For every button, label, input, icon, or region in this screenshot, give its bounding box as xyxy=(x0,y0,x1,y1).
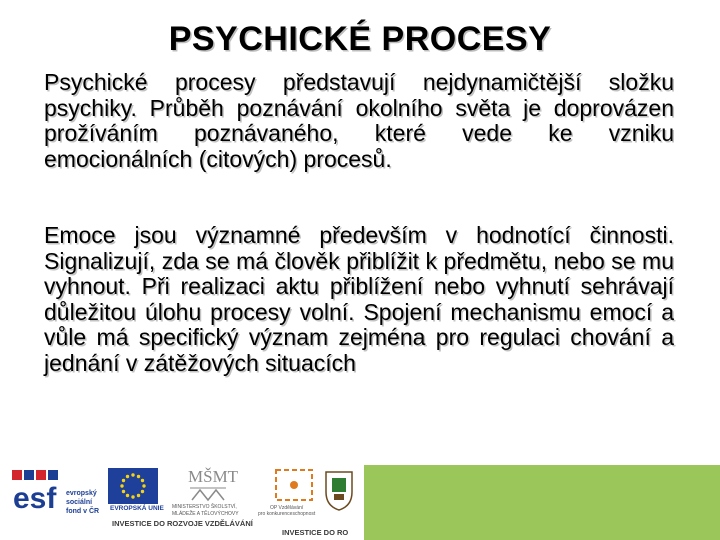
invest-caption: INVESTICE DO ROZVOJE VZDĚLÁVÁNÍ xyxy=(112,519,253,528)
eu-flag-logo xyxy=(108,468,158,504)
invest-caption-partial: INVESTICE DO RO xyxy=(282,528,349,537)
slide-title: PSYCHICKÉ PROCESY xyxy=(168,20,552,58)
esf-text: esf xyxy=(13,482,57,515)
eu-label: EVROPSKÁ UNIE xyxy=(110,505,164,512)
msmt-label-1: MINISTERSTVO ŠKOLSTVÍ, xyxy=(172,504,237,510)
esf-label-3: fond v ČR xyxy=(66,508,100,515)
op-label-1: OP Vzdělávání xyxy=(270,505,304,511)
esf-label-2: sociální xyxy=(66,499,93,506)
op-logo xyxy=(270,466,320,504)
esf-label-1: evropský xyxy=(66,490,97,497)
op-label-2: pro konkurenceschopnost xyxy=(258,511,316,517)
msmt-text: MŠMT xyxy=(188,467,239,486)
green-panel xyxy=(364,465,720,540)
paragraph-emotions: Emoce jsou významné především v hodnotící činnosti. Signalizují, zda se má člověk přiblížit k předmětu, nebo se mu vyhnout. Při realizaci aktu přiblížení nebo vyhnutí sehrávají důležitou úlohu procesy volní. Spojení mechanismu emocí a vůle má specifický význam zejména pro regulaci chování a jednání v zátěžových situacích xyxy=(44,222,674,376)
msmt-label-2: MLÁDEŽE A TĚLOVÝCHOVY xyxy=(172,511,239,517)
msmt-logo xyxy=(186,466,239,502)
university-crest-logo xyxy=(322,468,356,512)
paragraph-psychic-processes: Psychické procesy představují nejdynamičtější složku psychiky. Průběh poznávání okolního světa je doprovázen prožíváním poznávaného, které vede ke vzniku emocionálních (citových) procesů. xyxy=(44,69,674,172)
